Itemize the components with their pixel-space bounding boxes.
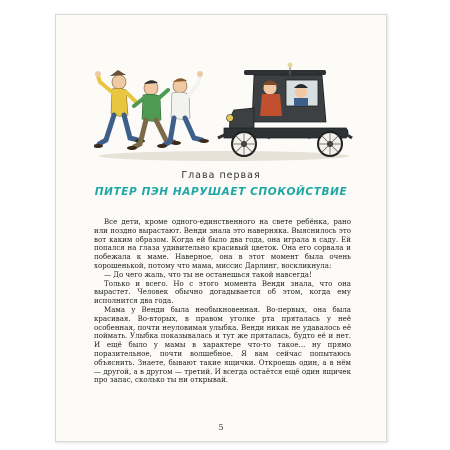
chapter-label: Глава первая bbox=[181, 170, 261, 181]
book-page bbox=[55, 14, 387, 442]
runner-left-figure bbox=[94, 70, 145, 148]
paragraph: Все дети, кроме одного-единственного на свете ребёнка, рано или поздно вырастают. Венди знала это наверняка. Выяснилось это вот каким образом. Когда ей было два года, она играла в саду. Ей попался на глаза удивительно красивый цветок. Она его сорвала и побежала к маме. Наверное, она в этот момент была очень хорошенькой, потому что мама, миссис Дарлинг, воскликнула: bbox=[94, 217, 351, 270]
vintage-car bbox=[218, 63, 352, 157]
chapter-illustration bbox=[94, 60, 356, 165]
body-text bbox=[94, 218, 351, 385]
chapter-title: ПИТЕР ПЭН НАРУШАЕТ СПОКОЙСТВИЕ bbox=[94, 186, 348, 198]
ground-shadow bbox=[99, 151, 349, 161]
paragraph: — До чего жаль, что ты не останешься такой навсегда! bbox=[104, 269, 312, 279]
paragraph: Мама у Венди была необыкновенная. Во-первых, она была красивая. Во-вторых, в правом уголке рта пряталась у неё особенная, почти неуловимая улыбка. Венди никак не удавалось её поймать. Улыбка показывалась и тут же пряталась, будто её и нет. И ещё было у мамы в характере что-то такое... ну прямо поразительное, почти волшебное. Я вам сейчас попытаюсь объяснить. Знаете, бывают такие ящички. Откроешь один, а в нём — другой, а в другом — третий. И всегда остаётся ещё один ящичек про запас, сколько ты ни открывай. bbox=[94, 304, 351, 385]
page-number: 5 bbox=[218, 423, 224, 432]
paragraph: Только и всего. Но с этого момента Венди знала, что она вырастет. Человек обычно догадывается об этом, когда ему исполнится два года. bbox=[94, 278, 351, 306]
